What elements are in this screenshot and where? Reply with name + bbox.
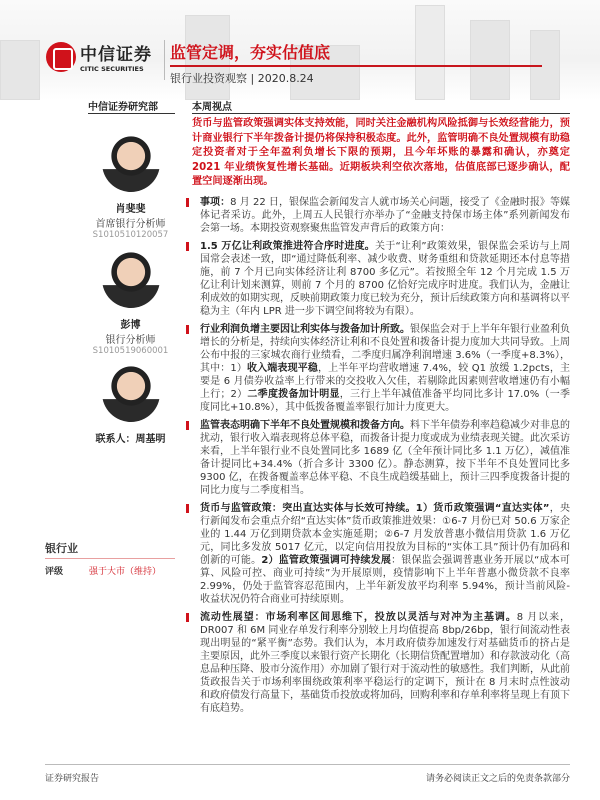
bullet-marker [186, 504, 189, 513]
dept-underline [88, 113, 175, 114]
analyst-photo [102, 250, 160, 308]
section-underline [192, 113, 570, 114]
paragraph-text: 银保监会对于上半年年银行业盈利负增长的分析是，持续向实体经济让利和不良处置和拨备计提力度加大共同导致。上周公布中报的三家城农商行业绩看，二季度归属净利润增速 3.6%（一季度+8.3%），其中：1） [200, 324, 570, 374]
paragraph-highlight: 货币与监管政策：突出直达实体与长效可持续。1）货币政策强调“直达实体” [200, 503, 550, 514]
paragraph-highlight: 2）监管政策强调可持续发展 [261, 555, 392, 566]
paragraph-highlight: 二季度拨备加计明显 [247, 389, 340, 400]
contact-name: 联系人：周基明 [95, 434, 166, 445]
industry-rating [45, 540, 175, 577]
bullet-marker [186, 198, 189, 207]
bullet-paragraph [192, 323, 570, 414]
contact-photo [102, 364, 160, 422]
report-body [192, 196, 570, 720]
analyst-code: S1010510120057 [92, 230, 169, 240]
report-subtitle: 银行业投资观察 | 2020.8.24 [170, 72, 314, 85]
footer-divider [45, 764, 570, 765]
summary-text: 货币与监管政策强调实体支持效能，同时关注金融机构风险抵御与长效经营能力，预计商业银行下半年拨备计提仍将保持积极态度。此外，监管明确不良处置规模有助稳定投资者对于全年盈利负增长下限的预期，且今年坏账的暴露和确认，亦奠定 2021 年业绩恢复性增长基础。近期板块利空依次落地，估值底部已逐步确认，配置空间逐渐出现。 [192, 118, 570, 188]
citic-seal-icon [46, 42, 76, 72]
paragraph-highlight: 事项： [200, 197, 231, 208]
paragraph-highlight: 收入端表现平稳 [247, 363, 318, 374]
section-heading: 本周视点 [192, 102, 232, 113]
analyst-card [88, 134, 173, 240]
logo-divider [164, 40, 165, 80]
bullet-marker [186, 421, 189, 430]
analyst-name: 彭博 [120, 320, 141, 331]
bullet-marker [186, 325, 189, 334]
paragraph-highlight: 监管表态明确下半年不良处置规模和拨备方向。 [200, 420, 410, 431]
paragraph-highlight: 流动性展望：市场利率区间思维下，投放以灵活与对冲为主基调。 [200, 612, 517, 623]
bullet-paragraph [192, 611, 570, 715]
footer-left: 证券研究报告 [45, 774, 100, 784]
contact-card [88, 364, 173, 445]
analyst-role: 银行分析师 [105, 335, 156, 346]
citic-logo [46, 40, 152, 73]
logo-en: CITIC SECURITIES [80, 65, 144, 73]
bullet-marker [186, 613, 189, 622]
analyst-photo [102, 134, 160, 192]
footer-disclaimer: 请务必阅读正文之后的免责条款部分 [425, 774, 570, 784]
paragraph-text: 料下半年债券利率趋稳减少对非息的扰动，银行收入端表现将总体平稳，而拨备计提力度或成为业绩表现关键。此次采访来看，上半年银行业不良处置同比多 1689 亿（全年预计同比多 1.1 万亿），减值准备计提同比+34.4%（折合多计 3300 亿）。静态测算，按下半年不良处置同比多 9300 亿，在拨备覆盖率总体平稳、不良生成趋缓基础上，预计三四季度拨备计提的同比力度与二季度相当。 [200, 420, 570, 496]
industry-name: 银行业 [45, 540, 175, 559]
paragraph-text: 8 月 22 日，银保监会新闻发言人就市场关心问题，接受了《金融时报》等媒体记者采访。此外，上周五人民银行亦举办了“金融支持保市场主体”系列新闻发布会第一场。本期投资观察聚焦监管发声背后的政策方向： [200, 197, 571, 234]
paragraph-highlight: 行业利润负增主要因让利实体与拨备加计所致。 [200, 324, 410, 335]
report-title: 监管定调，夯实估值底 [170, 43, 331, 62]
paragraph-text: ，三行上半年减值准备平均同比多计 17.0%（一季度同比+10.8%），其中低拨备覆盖率银行加计力度更大。 [200, 389, 570, 413]
bullet-paragraph [192, 196, 570, 235]
dept-heading: 中信证券研究部 [88, 102, 158, 113]
bullet-marker [186, 242, 189, 251]
paragraph-text: ，上半年平均营收增速 7.4%，较 Q1 放缓 1.2pcts，主要是 6 月债券收益率上行带来的交投收入欠佳，若剔除此因素则营收增速仍有小幅上行；2） [200, 363, 570, 400]
analyst-code: S1010519060001 [92, 346, 169, 356]
paragraph-text: ，央行新闻发布会重点介绍“直达实体”货币政策推进效果：①6-7 月份已对 50.6 万家企业的 1.44 万亿到期贷款本金实施延期；②6-7 月发放普惠小微信用贷款 1.6 万亿元，同比多发放 5017 亿元，以定向信用投放为目标的“实体工具”预计仍有加码和创新的可能。 [200, 503, 571, 566]
paragraph-highlight: 1.5 万亿让利政策推进符合序时进度。 [200, 241, 376, 252]
analyst-name: 肖斐斐 [115, 204, 146, 215]
header-banner [0, 0, 600, 100]
bullet-paragraph [192, 502, 570, 606]
analyst-card [88, 250, 173, 356]
bullet-paragraph [192, 240, 570, 318]
rating-label: 评级 [45, 567, 64, 577]
rating-value: 强于大市（维持） [89, 567, 162, 577]
bullet-paragraph [192, 419, 570, 497]
analyst-role: 首席银行分析师 [95, 219, 166, 230]
title-underline [170, 65, 542, 67]
paragraph-text: 关于“让利”政策效果，银保监会采访与上周国常会表述一致，即“通过降低利率、减少收费、财务重组和贷款延期还本付息等措施，前 7 个月已向实体经济让利 8700 多亿元”。若按照全年 12 个月完成 1.5 万亿让利计划来测算，则前 7 个月的 8700 亿恰好完成序时进度。我们认为，金融让利成效的如期实现，反映前期政策力度已较为充分，预计后续政策方向和基调将以平稳为主（年内 LPR 进一步下调空间将较为有限）。 [200, 241, 570, 317]
paragraph-text: ：银保监会强调普惠业务开展以“成本可算、风险可控、商业可持续”为开展原则，疫情影响下上半年普惠小微贷款不良率 2.99%，仍处于监管容忍范围内，上半年新发放平均利率 5.94%，预计当前风险-收益状况仍符合商业可持续原则。 [200, 555, 570, 605]
paragraph-text: 8 月以来，DR007 和 6M 同业存单发行利率分别较上月均值提高 8bp/26bp，银行间流动性表现出明显的“紧平衡”态势。我们认为，本月政府债券加速发行对基础货币的挤占是主要原因，此外三季度以来银行资产长期化（长期信贷配置增加）和存款波动化（高息品种压降、股市分流作用）亦加剧了银行对于流动性的敏感性。我们判断，从此前货政报告关于市场利率围绕政策利率平稳运行的定调下，预计在 8 月末时点性波动和政府债发行高量下，基础货币投放或将加码，回购利率和存单利率将呈现上有顶下有底趋势。 [200, 612, 570, 714]
logo-cn: 中信证券 [80, 45, 152, 65]
